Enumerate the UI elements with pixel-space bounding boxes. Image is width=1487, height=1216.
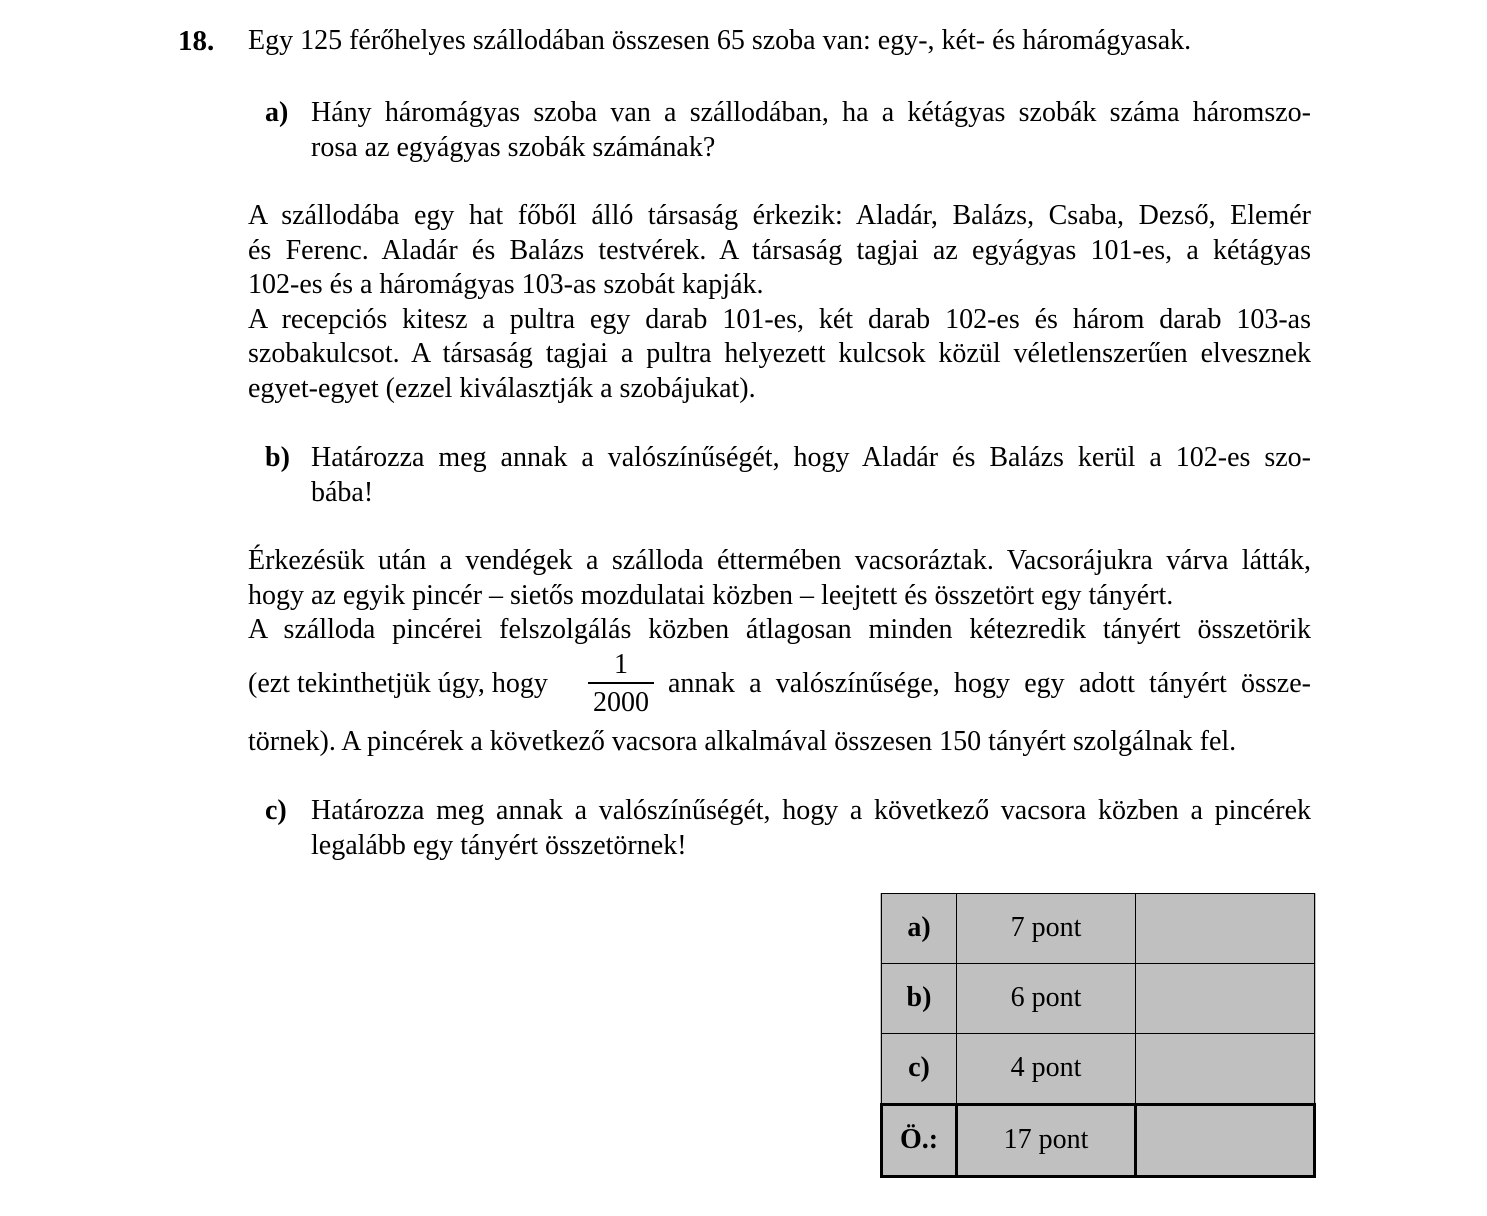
paragraph-dinner [248,544,1311,648]
paragraph-room-keys [248,199,1311,406]
part-b-label: b) [265,442,290,473]
part-c [265,794,1311,863]
part-b-line: bába! [311,476,374,508]
paragraph-line: A szálloda pincérei felszolgálás közben átlagosan minden kétezredik tányért összetörik [248,614,1311,645]
score-part-label: a) [882,894,957,964]
part-b [265,441,1311,510]
paragraph-line: hogy az egyik pincér – sietős mozdulatai közben – leejtett és összetört egy tányért. [248,579,1174,611]
score-total-earned-field [1136,1105,1315,1177]
fraction-before-text: (ezt tekinthetjük úgy, hogy [248,668,548,699]
score-total-points: 17 pont [957,1105,1136,1177]
score-max-points: 4 pont [957,1034,1136,1105]
part-c-line: Határozza meg annak a valószínűségét, hogy a következő vacsora közben a pincérek [311,795,1311,826]
table-row [882,894,1315,964]
score-max-points: 6 pont [957,964,1136,1034]
paragraph-dinner-end [248,725,1311,760]
table-row [882,964,1315,1034]
part-a-text [311,96,1311,165]
part-c-text [311,794,1311,863]
fraction-bar [588,682,654,684]
score-max-points: 7 pont [957,894,1136,964]
table-row [882,1034,1315,1105]
paragraph-line: A szállodába egy hat főből álló társaság érkezik: Aladár, Balázs, Csaba, Dezső, Elemér [248,200,1311,231]
paragraph-line: Érkezésük után a vendégek a szálloda éttermében vacsoráztak. Vacsorájukra várva látták, [248,545,1311,576]
problem-intro: Egy 125 férőhelyes szállodában összesen 65 szoba van: egy-, két- és háromágyasak. [248,25,1192,56]
part-c-label: c) [265,795,287,826]
fraction-numerator: 1 [614,649,628,680]
paragraph-line: szobakulcsot. A társaság tagjai a pultra helyezett kulcsok közül véletlenszerűen elvesznek [248,338,1311,369]
fraction-denominator: 2000 [593,687,649,718]
problem-number: 18. [178,25,215,57]
score-table [880,893,1316,1178]
score-earned-field [1136,894,1315,964]
fraction-line [248,650,1311,720]
score-earned-field [1136,964,1315,1034]
paragraph-line: 102-es és a háromágyas 103-as szobát kapják. [248,269,764,300]
score-earned-field [1136,1034,1315,1105]
part-c-line: legalább egy tányért összetörnek! [311,829,687,861]
part-b-text [311,441,1311,510]
score-total-label: Ö.: [882,1105,957,1177]
part-a-line: Hány háromágyas szoba van a szállodában, ha a kétágyas szobák száma háromszo- [311,97,1311,128]
fraction-after-text: annak a valószínűsége, hogy egy adott tányért össze- [668,668,1311,699]
table-row-total [882,1105,1315,1177]
score-part-label: c) [882,1034,957,1105]
part-a [265,96,1311,165]
paragraph-line: törnek). A pincérek a következő vacsora alkalmával összesen 150 tányért szolgálnak fel. [248,726,1237,757]
part-b-line: Határozza meg annak a valószínűségét, hogy Aladár és Balázs kerül a 102-es szo- [311,442,1311,473]
part-a-line: rosa az egyágyas szobák számának? [311,131,716,163]
fraction [588,650,654,718]
paragraph-line: A recepciós kitesz a pultra egy darab 101-es, két darab 102-es és három darab 103-as [248,303,1311,335]
score-part-label: b) [882,964,957,1034]
paragraph-line: egyet-egyet (ezzel kiválasztják a szobájukat). [248,372,756,404]
paragraph-line: és Ferenc. Aladár és Balázs testvérek. A társaság tagjai az egyágyas 101-es, a kétágyas [248,234,1311,266]
part-a-label: a) [265,97,289,128]
